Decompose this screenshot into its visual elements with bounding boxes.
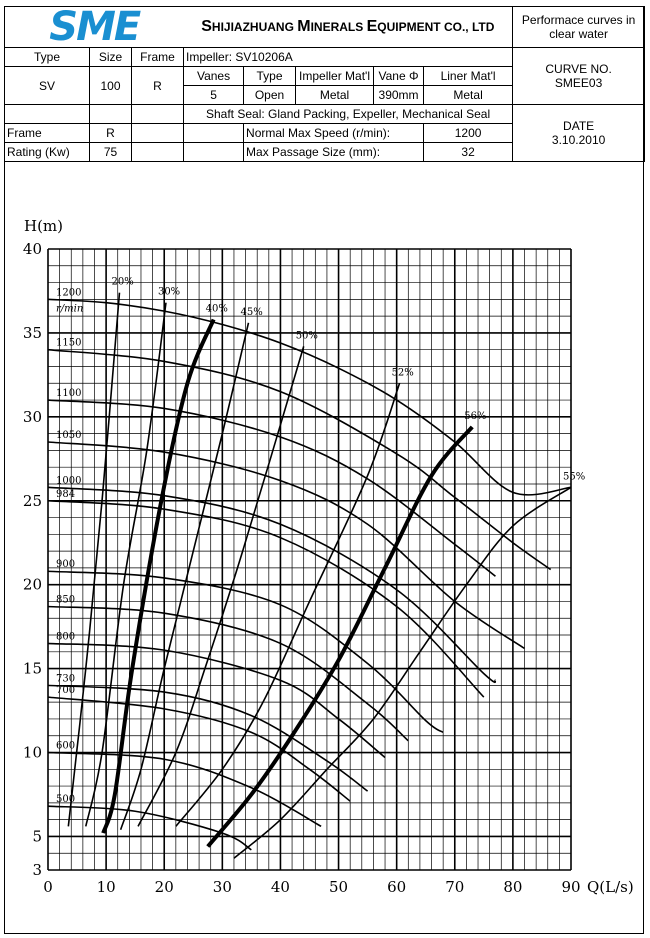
speed-label: 1100 [56, 388, 82, 400]
x-tick-label: 50 [329, 878, 349, 896]
y-axis-label: H(m) [24, 217, 64, 235]
type-label: Type [5, 48, 90, 67]
max-speed-label: Normal Max Speed (r/min): [244, 124, 424, 143]
date-label: DATE [563, 119, 595, 133]
speed-label: 800 [56, 631, 76, 643]
speed-label: 984 [56, 488, 76, 500]
y-tick-label: 10 [22, 743, 42, 762]
speed-label: 900 [56, 559, 76, 571]
speed-label: 700 [56, 685, 76, 697]
y-tick-label: 40 [22, 240, 42, 258]
vanes-label: Vanes [184, 67, 244, 86]
x-tick-label: 60 [387, 878, 407, 896]
impeller-material-value: Metal [296, 86, 374, 105]
speed-label: 1000 [56, 475, 82, 487]
speed-curve-500 [48, 806, 251, 850]
y-tick-label: 20 [22, 575, 42, 594]
size-value: 100 [90, 67, 132, 105]
efficiency-curve-20% [68, 293, 119, 827]
efficiency-label: 52% [391, 367, 414, 379]
frame-row-label: Frame [5, 124, 90, 143]
efficiency-label: 50% [295, 330, 318, 342]
impeller-material-label: Impeller Mat'l [296, 67, 374, 86]
y-tick-label: 3 [32, 861, 42, 879]
x-tick-label: 70 [445, 878, 465, 896]
curve-no-value: SMEE03 [554, 76, 603, 90]
speed-curve-1100 [48, 400, 495, 576]
rating-label: Rating (Kw) [5, 143, 90, 162]
vanes-value: 5 [184, 86, 244, 105]
efficiency-label: 56% [464, 410, 487, 422]
x-tick-label: 40 [270, 878, 290, 896]
frame-value: R [132, 67, 184, 105]
type-value: SV [5, 67, 90, 105]
speed-label: 1200 [56, 287, 82, 299]
speed-curve-1200 [48, 299, 571, 495]
speed-curve-1150 [48, 350, 551, 570]
y-tick-label: 30 [22, 407, 42, 426]
x-tick-label: 30 [212, 878, 232, 896]
efficiency-curve-56% [208, 427, 472, 847]
speed-label: 500 [56, 794, 76, 806]
size-label: Size [90, 48, 132, 67]
impeller-type-value: Open [244, 86, 296, 105]
x-tick-label: 80 [503, 878, 523, 896]
x-tick-label: 20 [154, 878, 174, 896]
company-name: SHIJIAZHUANG MINERALS EQUIPMENT CO., LTD [184, 7, 513, 48]
y-tick-label: 15 [22, 659, 42, 678]
shaft-seal: Shaft Seal: Gland Packing, Expeller, Mechanical Seal [184, 105, 513, 124]
efficiency-label: 40% [205, 303, 228, 315]
x-tick-label: 0 [43, 878, 53, 896]
max-passage-label: Max Passage Size (mm): [244, 143, 424, 162]
efficiency-label: 20% [111, 276, 134, 288]
curve-no-label: CURVE NO. [545, 62, 612, 76]
speed-label: 1150 [56, 337, 82, 349]
x-axis-label: Q(L/s) [587, 878, 634, 896]
frame-label: Frame [132, 48, 184, 67]
speed-label: 730 [56, 673, 76, 685]
x-tick-label: 10 [96, 878, 116, 896]
efficiency-curve-40% [103, 319, 213, 833]
max-passage-value: 32 [424, 143, 513, 162]
liner-material-label: Liner Mat'l [424, 67, 513, 86]
liner-material-value: Metal [424, 86, 513, 105]
frame-row-value: R [90, 124, 132, 143]
rating-value: 75 [90, 143, 132, 162]
efficiency-label: 55% [563, 471, 586, 483]
speed-label: 850 [56, 594, 76, 606]
performance-note: Performace curves in clear water [513, 7, 645, 48]
chart-grid [48, 249, 571, 870]
efficiency-label: 45% [240, 306, 263, 318]
y-tick-label: 25 [22, 491, 42, 510]
company-logo: SME [49, 6, 140, 48]
y-tick-label: 35 [22, 323, 42, 342]
speed-unit-label: r/min [56, 303, 84, 315]
y-tick-label: 5 [32, 827, 42, 846]
efficiency-label: 30% [157, 286, 181, 298]
vane-diameter-value: 390mm [374, 86, 424, 105]
speed-label: 600 [56, 740, 76, 752]
vane-diameter-label: Vane Φ [374, 67, 424, 86]
speed-curve-800 [48, 643, 385, 757]
efficiency-curve-30% [86, 303, 166, 827]
impeller-model: Impeller: SV10206A [184, 48, 513, 67]
date-value: 3.10.2010 [551, 133, 606, 147]
max-speed-value: 1200 [424, 124, 513, 143]
speed-label: 1050 [56, 430, 82, 442]
impeller-type-label: Type [244, 67, 296, 86]
x-tick-label: 90 [561, 878, 581, 896]
